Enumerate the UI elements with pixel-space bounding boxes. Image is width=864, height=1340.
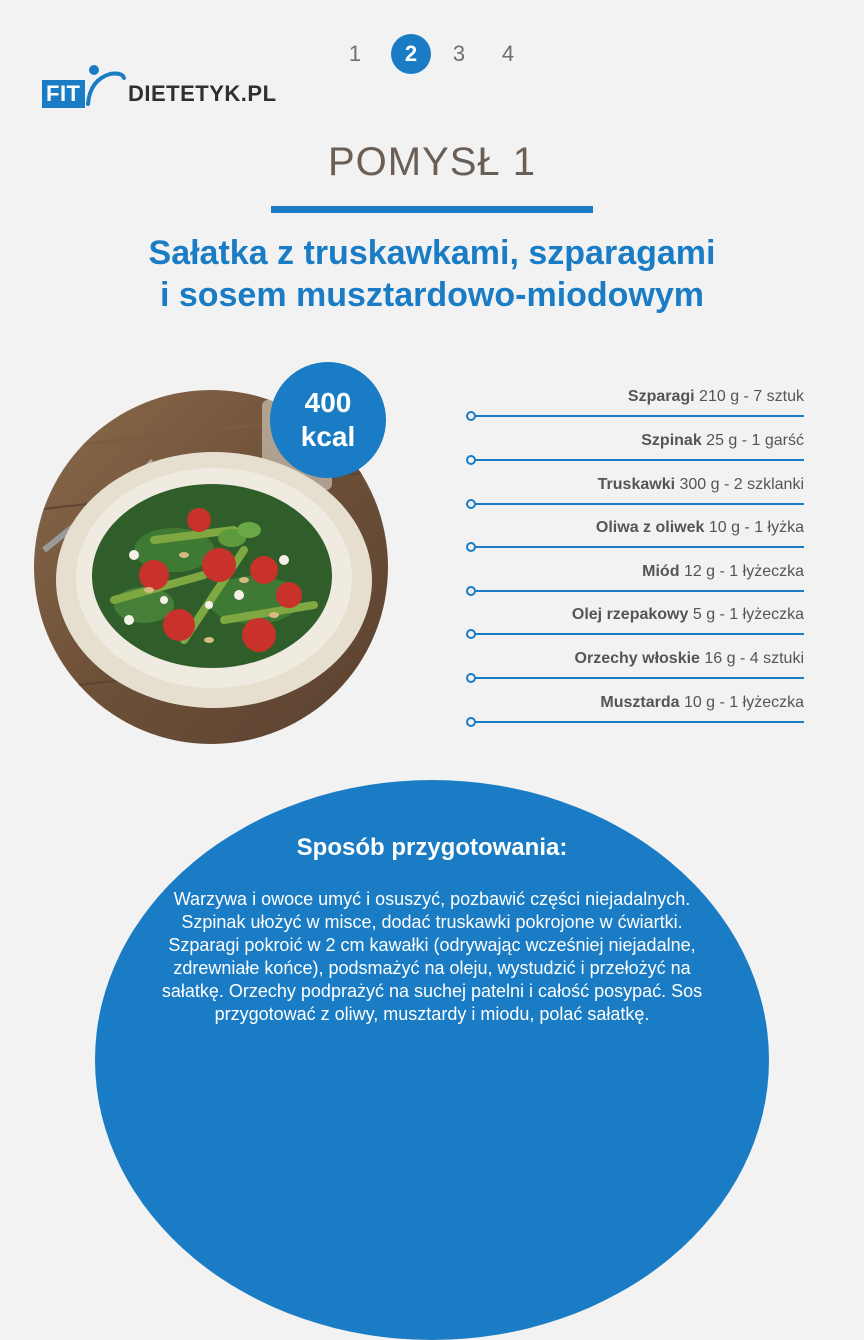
bullet-dot-icon (466, 586, 476, 596)
bullet-dot-icon (466, 455, 476, 465)
idea-label: POMYSŁ 1 (327, 140, 537, 184)
page-1-button[interactable]: 1 (348, 41, 362, 66)
ingredient-divider (472, 503, 804, 505)
preparation-text: Warzywa i owoce umyć i osuszyć, pozbawić części niejadalnych. Szpinak ułożyć w misce, dodać truskawki pokrojone w ćwiartki. Szparagi pokroić w 2 cm kawałki (odrywając wcześniej niejadalne, zdrewniałe końce), podsmażyć na oleju, wystudzić i przełożyć na sałatkę. Orzechy podprażyć na suchej patelni i całość posypać. Sos przygotować z oliwy, musztardy i miodu, polać sałatkę. (161, 889, 703, 1024)
ingredient-amount: 10 g - 1 łyżka (708, 519, 804, 536)
ingredient-amount: 16 g - 4 sztuki (704, 650, 804, 667)
preparation-panel (95, 780, 769, 1340)
recipe-title-line-1: Sałatka z truskawkami, szparagami (148, 234, 716, 272)
runner-icon (86, 62, 126, 112)
ingredient-item (466, 563, 804, 607)
ingredient-name: Olej rzepakowy (571, 606, 689, 623)
calorie-unit: kcal (300, 421, 356, 452)
ingredient-divider (472, 633, 804, 635)
ingredient-amount: 12 g - 1 łyżeczka (683, 563, 804, 580)
brand-logo[interactable] (42, 62, 277, 112)
ingredient-divider (472, 590, 804, 592)
ingredient-divider (472, 546, 804, 548)
ingredient-name: Oliwa z oliwek (595, 519, 705, 536)
ingredient-name: Miód (642, 563, 680, 580)
ingredient-name: Orzechy włoskie (574, 650, 700, 667)
ingredient-item (466, 650, 804, 694)
ingredient-item (466, 432, 804, 476)
ingredient-name: Musztarda (600, 694, 680, 711)
calorie-badge (270, 362, 386, 478)
preparation-title: Sposób przygotowania: (296, 834, 568, 861)
title-divider (271, 206, 593, 213)
bullet-dot-icon (466, 717, 476, 727)
bullet-dot-icon (466, 411, 476, 421)
calorie-value: 400 (304, 387, 352, 418)
ingredient-item (466, 606, 804, 650)
ingredient-divider (472, 459, 804, 461)
ingredient-amount: 300 g - 2 szklanki (679, 476, 804, 493)
recipe-title (40, 232, 824, 316)
ingredient-divider (472, 415, 804, 417)
ingredient-amount: 10 g - 1 łyżeczka (683, 694, 804, 711)
bullet-dot-icon (466, 629, 476, 639)
ingredient-amount: 5 g - 1 łyżeczka (692, 606, 804, 623)
bullet-dot-icon (466, 673, 476, 683)
ingredient-amount: 210 g - 7 sztuk (699, 388, 804, 405)
ingredient-item (466, 388, 804, 432)
page-2-button-active[interactable]: 2 (391, 34, 431, 74)
ingredient-name: Szparagi (627, 388, 695, 405)
logo-fit-text: FIT (42, 80, 85, 108)
logo-dietetyk-text: DIETETYK.PL (128, 81, 277, 106)
page-4-button[interactable]: 4 (501, 41, 515, 66)
ingredient-name: Szpinak (641, 432, 702, 449)
page-3-button[interactable]: 3 (452, 41, 466, 66)
ingredient-name: Truskawki (597, 476, 676, 493)
ingredient-divider (472, 677, 804, 679)
ingredient-item (466, 519, 804, 563)
ingredient-item (466, 476, 804, 520)
recipe-title-line-2: i sosem musztardowo-miodowym (159, 276, 705, 314)
ingredient-item (466, 694, 804, 738)
bullet-dot-icon (466, 499, 476, 509)
ingredient-divider (472, 721, 804, 723)
ingredient-amount: 25 g - 1 garść (706, 432, 804, 449)
bullet-dot-icon (466, 542, 476, 552)
